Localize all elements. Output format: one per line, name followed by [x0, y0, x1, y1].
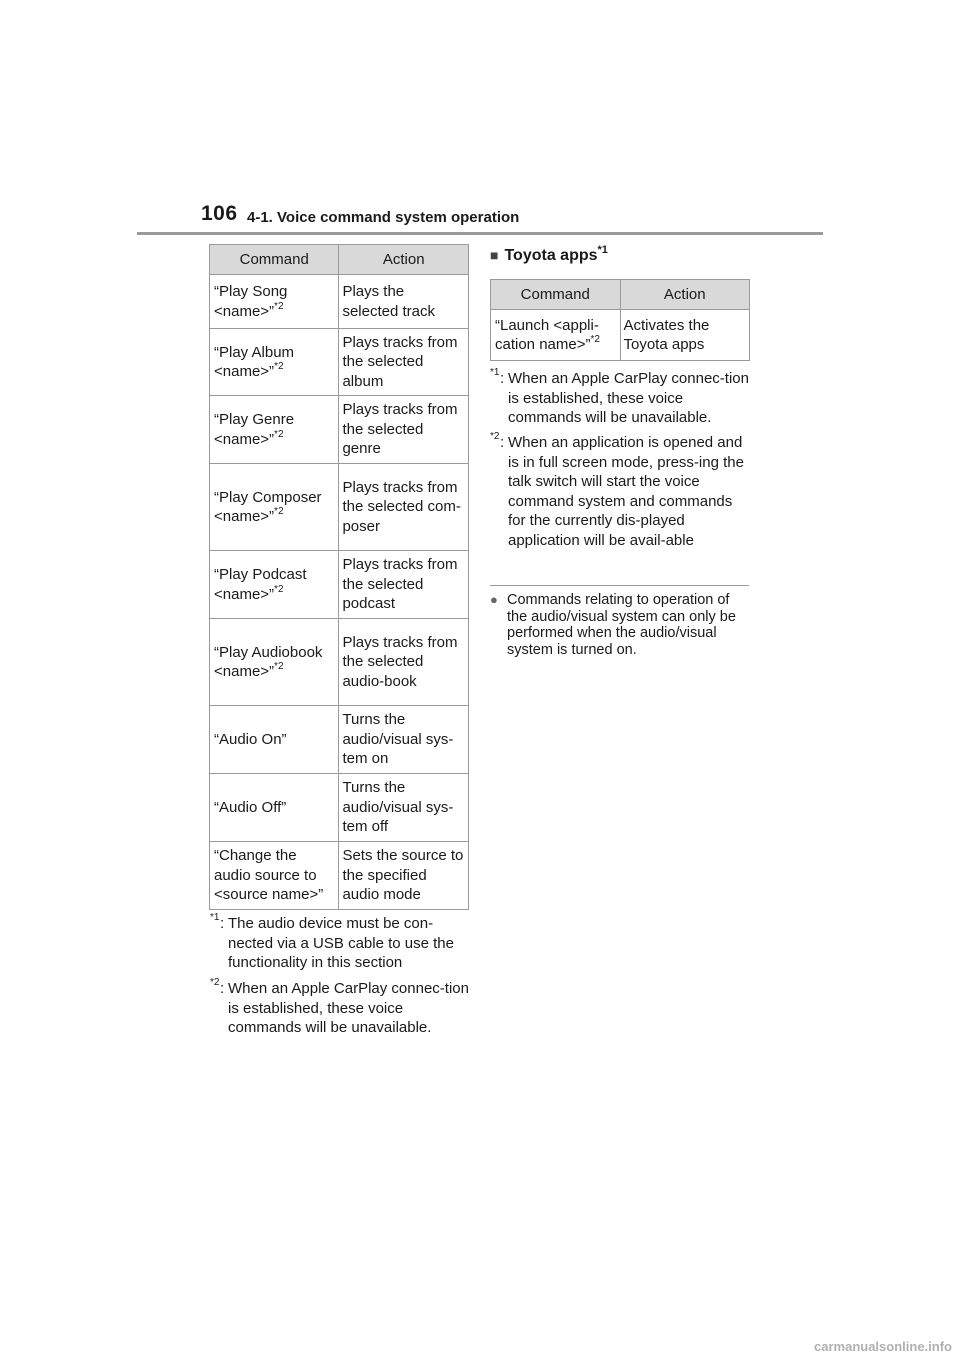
action-cell: Plays tracks from the selected podcast	[339, 551, 469, 619]
action-cell: Turns the audio/visual sys-tem on	[339, 706, 469, 774]
command-cell: “Play Composer <name>”$^{*2}$	[210, 464, 339, 551]
command-cell: “Audio On”	[210, 706, 339, 774]
toyota-apps-table	[490, 279, 750, 361]
command-column-header: Command	[491, 280, 621, 310]
command-cell: “Change the audio source to <source name>”	[210, 842, 339, 910]
action-cell: Plays tracks from the selected audio-book	[339, 619, 469, 706]
square-bullet-icon: ■	[490, 247, 499, 263]
action-cell: Plays tracks from the selected album	[339, 329, 469, 396]
command-cell: “Launch <appli-cation name>”$^{*2}$	[491, 310, 621, 361]
table-row	[210, 551, 469, 619]
action-cell: Activates the Toyota apps	[620, 310, 750, 361]
table-row	[210, 464, 469, 551]
info-divider	[490, 585, 749, 586]
footnote-text: When an application is opened and is in full screen mode, press-ing the talk switch will start the voice command system and commands for the currently dis-played application will be avail-able	[508, 434, 744, 549]
table-header-row	[491, 280, 750, 310]
action-cell: Plays the selected track	[339, 275, 469, 329]
info-note	[490, 592, 752, 658]
command-cell: “Play Song <name>”$^{*2}$	[210, 275, 339, 329]
section-title: 4-1. Voice command system operation	[247, 209, 520, 226]
table-row	[210, 275, 469, 329]
table-row	[210, 774, 469, 842]
table-row	[210, 619, 469, 706]
command-cell: “Play Album <name>”$^{*2}$	[210, 329, 339, 396]
footnote-text: When an Apple CarPlay connec-tion is established, these voice commands will be unavailable.	[508, 370, 749, 426]
footnote-1: *1 : When an Apple CarPlay connec-tion is established, these voice commands will be unavailable.	[490, 369, 752, 428]
table-row	[210, 396, 469, 464]
footnote-1: *1 : The audio device must be con-nected via a USB cable to use the functionality in this section	[210, 914, 470, 973]
table-row	[210, 842, 469, 910]
action-cell: Turns the audio/visual sys-tem off	[339, 774, 469, 842]
action-cell: Sets the source to the specified audio mode	[339, 842, 469, 910]
table-row	[210, 329, 469, 396]
footnote-2: *2 : When an application is opened and is in full screen mode, press-ing the talk switch will start the voice command system and commands for the currently dis-played application will be avail-able	[490, 433, 752, 550]
info-note-text: Commands relating to operation of the audio/visual system can only be performed when the audio/visual system is turned on.	[507, 592, 736, 658]
circle-bullet-icon: ●	[490, 592, 498, 607]
table-row	[210, 706, 469, 774]
table-row	[491, 310, 750, 361]
toyota-apps-heading: ■ Toyota apps$^{*1}$	[490, 243, 608, 264]
command-cell: “Play Podcast <name>”$^{*2}$	[210, 551, 339, 619]
footnote-text: When an Apple CarPlay connec-tion is established, these voice commands will be unavailable.	[228, 980, 469, 1036]
command-cell: “Audio Off”	[210, 774, 339, 842]
header-rule	[137, 232, 823, 235]
action-column-header: Action	[620, 280, 750, 310]
action-cell: Plays tracks from the selected genre	[339, 396, 469, 464]
audio-command-table	[209, 244, 469, 910]
action-column-header: Action	[339, 245, 469, 275]
page-number: 106	[201, 202, 238, 225]
command-cell: “Play Audiobook <name>”$^{*2}$	[210, 619, 339, 706]
action-cell: Plays tracks from the selected com-poser	[339, 464, 469, 551]
footnote-text: The audio device must be con-nected via a USB cable to use the functionality in this section	[228, 915, 454, 971]
table-header-row	[210, 245, 469, 275]
watermark: carmanualsonline.info	[814, 1339, 952, 1354]
footnote-2: *2 : When an Apple CarPlay connec-tion is established, these voice commands will be unavailable.	[210, 977, 469, 1036]
command-cell: “Play Genre <name>”$^{*2}$	[210, 396, 339, 464]
command-column-header: Command	[210, 245, 339, 275]
